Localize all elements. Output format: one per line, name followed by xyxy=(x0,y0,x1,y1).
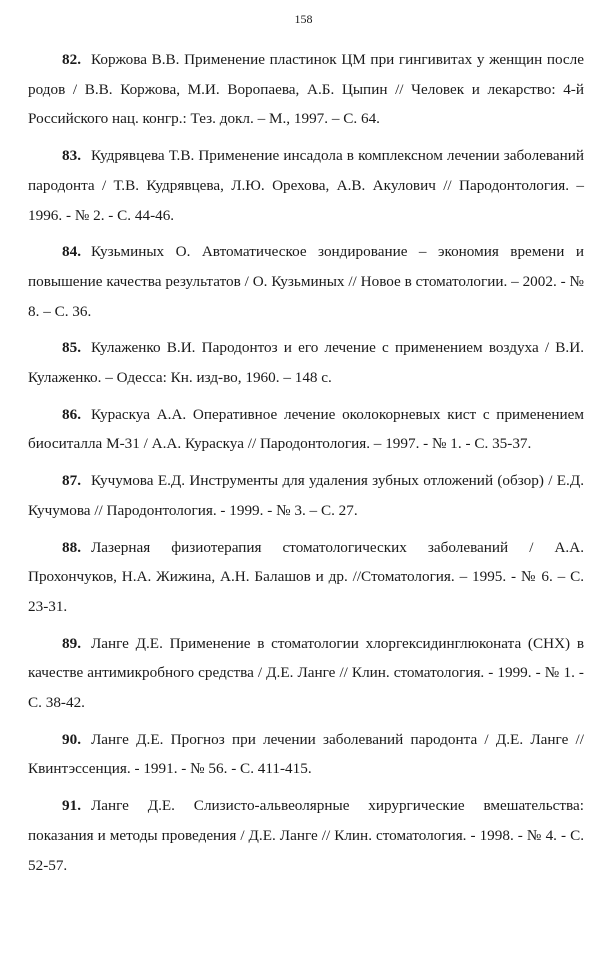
entry-text: Кудрявцева Т.В. Применение инсадола в комплексном лечении заболеваний пародонта / Т.В. Кудрявцева, Л.Ю. Орехова, А.В. Акулович // Пародонтология. – 1996. - № 2. - С. 44-46. xyxy=(28,147,584,224)
entry-number: 86. xyxy=(62,405,81,423)
entry-text: Коржова В.В. Применение пластинок ЦМ при гингивитах у женщин после родов / В.В. Коржова, М.И. Воропаева, А.Б. Цыпин // Человек и лекарство: 4-й Российского нац. конгр.: Тез. докл. – М., 1997. – С. 64. xyxy=(28,51,584,128)
entry-number: 85. xyxy=(62,339,81,357)
bibliography-entry xyxy=(28,400,584,459)
entry-text: Кураскуа А.А. Оперативное лечение околокорневых кист с применением биоситалла М-31 / А.А. Кураскуа // Пародонтология. – 1997. - № 1. - С. 35-37. xyxy=(28,405,584,453)
entry-number: 90. xyxy=(62,730,81,748)
entry-number: 82. xyxy=(62,51,81,68)
entry-text: Ланге Д.Е. Слизисто-альвеолярные хирургические вмешательства: показания и методы проведения / Д.Е. Ланге // Клин. стоматология. - 1998. - № 4. - С. 52-57. xyxy=(28,797,584,874)
entry-text: Кучумова Е.Д. Инструменты для удаления зубных отложений (обзор) / Е.Д. Кучумова // Пародонтология. - 1999. - № 3. – С. 27. xyxy=(28,472,584,519)
entry-number: 88. xyxy=(62,538,81,556)
entry-text: Кулаженко В.И. Пародонтоз и его лечение с применением воздуха / В.И. Кулаженко. – Одесса: Кн. изд-во, 1960. – 148 с. xyxy=(28,339,584,387)
entry-text: Ланге Д.Е. Применение в стоматологии хлоргексидинглюконата (СНХ) в качестве антимикробного средства / Д.Е. Ланге // Клин. стоматология. - 1999. - № 1. - С. 38-42. xyxy=(28,634,584,712)
entry-text: Лазерная физиотерапия стоматологических заболеваний / А.А. Прохончуков, Н.А. Жижина, А.Н. Балашов и др. //Стоматология. – 1995. - № 6. – С. 23-31. xyxy=(28,538,584,615)
bibliography-entry xyxy=(28,141,584,230)
entry-number: 89. xyxy=(62,634,81,652)
bibliography-entry xyxy=(28,333,584,392)
bibliography-list xyxy=(28,45,584,887)
page-number: 158 xyxy=(294,12,313,26)
bibliography-entry xyxy=(28,629,584,718)
entry-number: 91. xyxy=(62,797,81,815)
entry-text: Кузьминых О. Автоматическое зондирование – экономия времени и повышение качества результатов / О. Кузьминых // Новое в стоматологии. – 2002. - № 8. – С. 36. xyxy=(28,243,584,320)
bibliography-entry xyxy=(28,237,584,326)
bibliography-entry xyxy=(28,466,584,525)
entry-number: 83. xyxy=(62,147,81,165)
entry-text: Ланге Д.Е. Прогноз при лечении заболеваний пародонта / Д.Е. Ланге // Квинтэссенция. - 1991. - № 56. - С. 411-415. xyxy=(28,730,584,778)
entry-number: 84. xyxy=(62,243,81,261)
bibliography-entry xyxy=(28,725,584,784)
bibliography-entry xyxy=(28,791,584,880)
entry-number: 87. xyxy=(62,472,81,490)
bibliography-entry xyxy=(28,45,584,134)
bibliography-entry xyxy=(28,533,584,622)
